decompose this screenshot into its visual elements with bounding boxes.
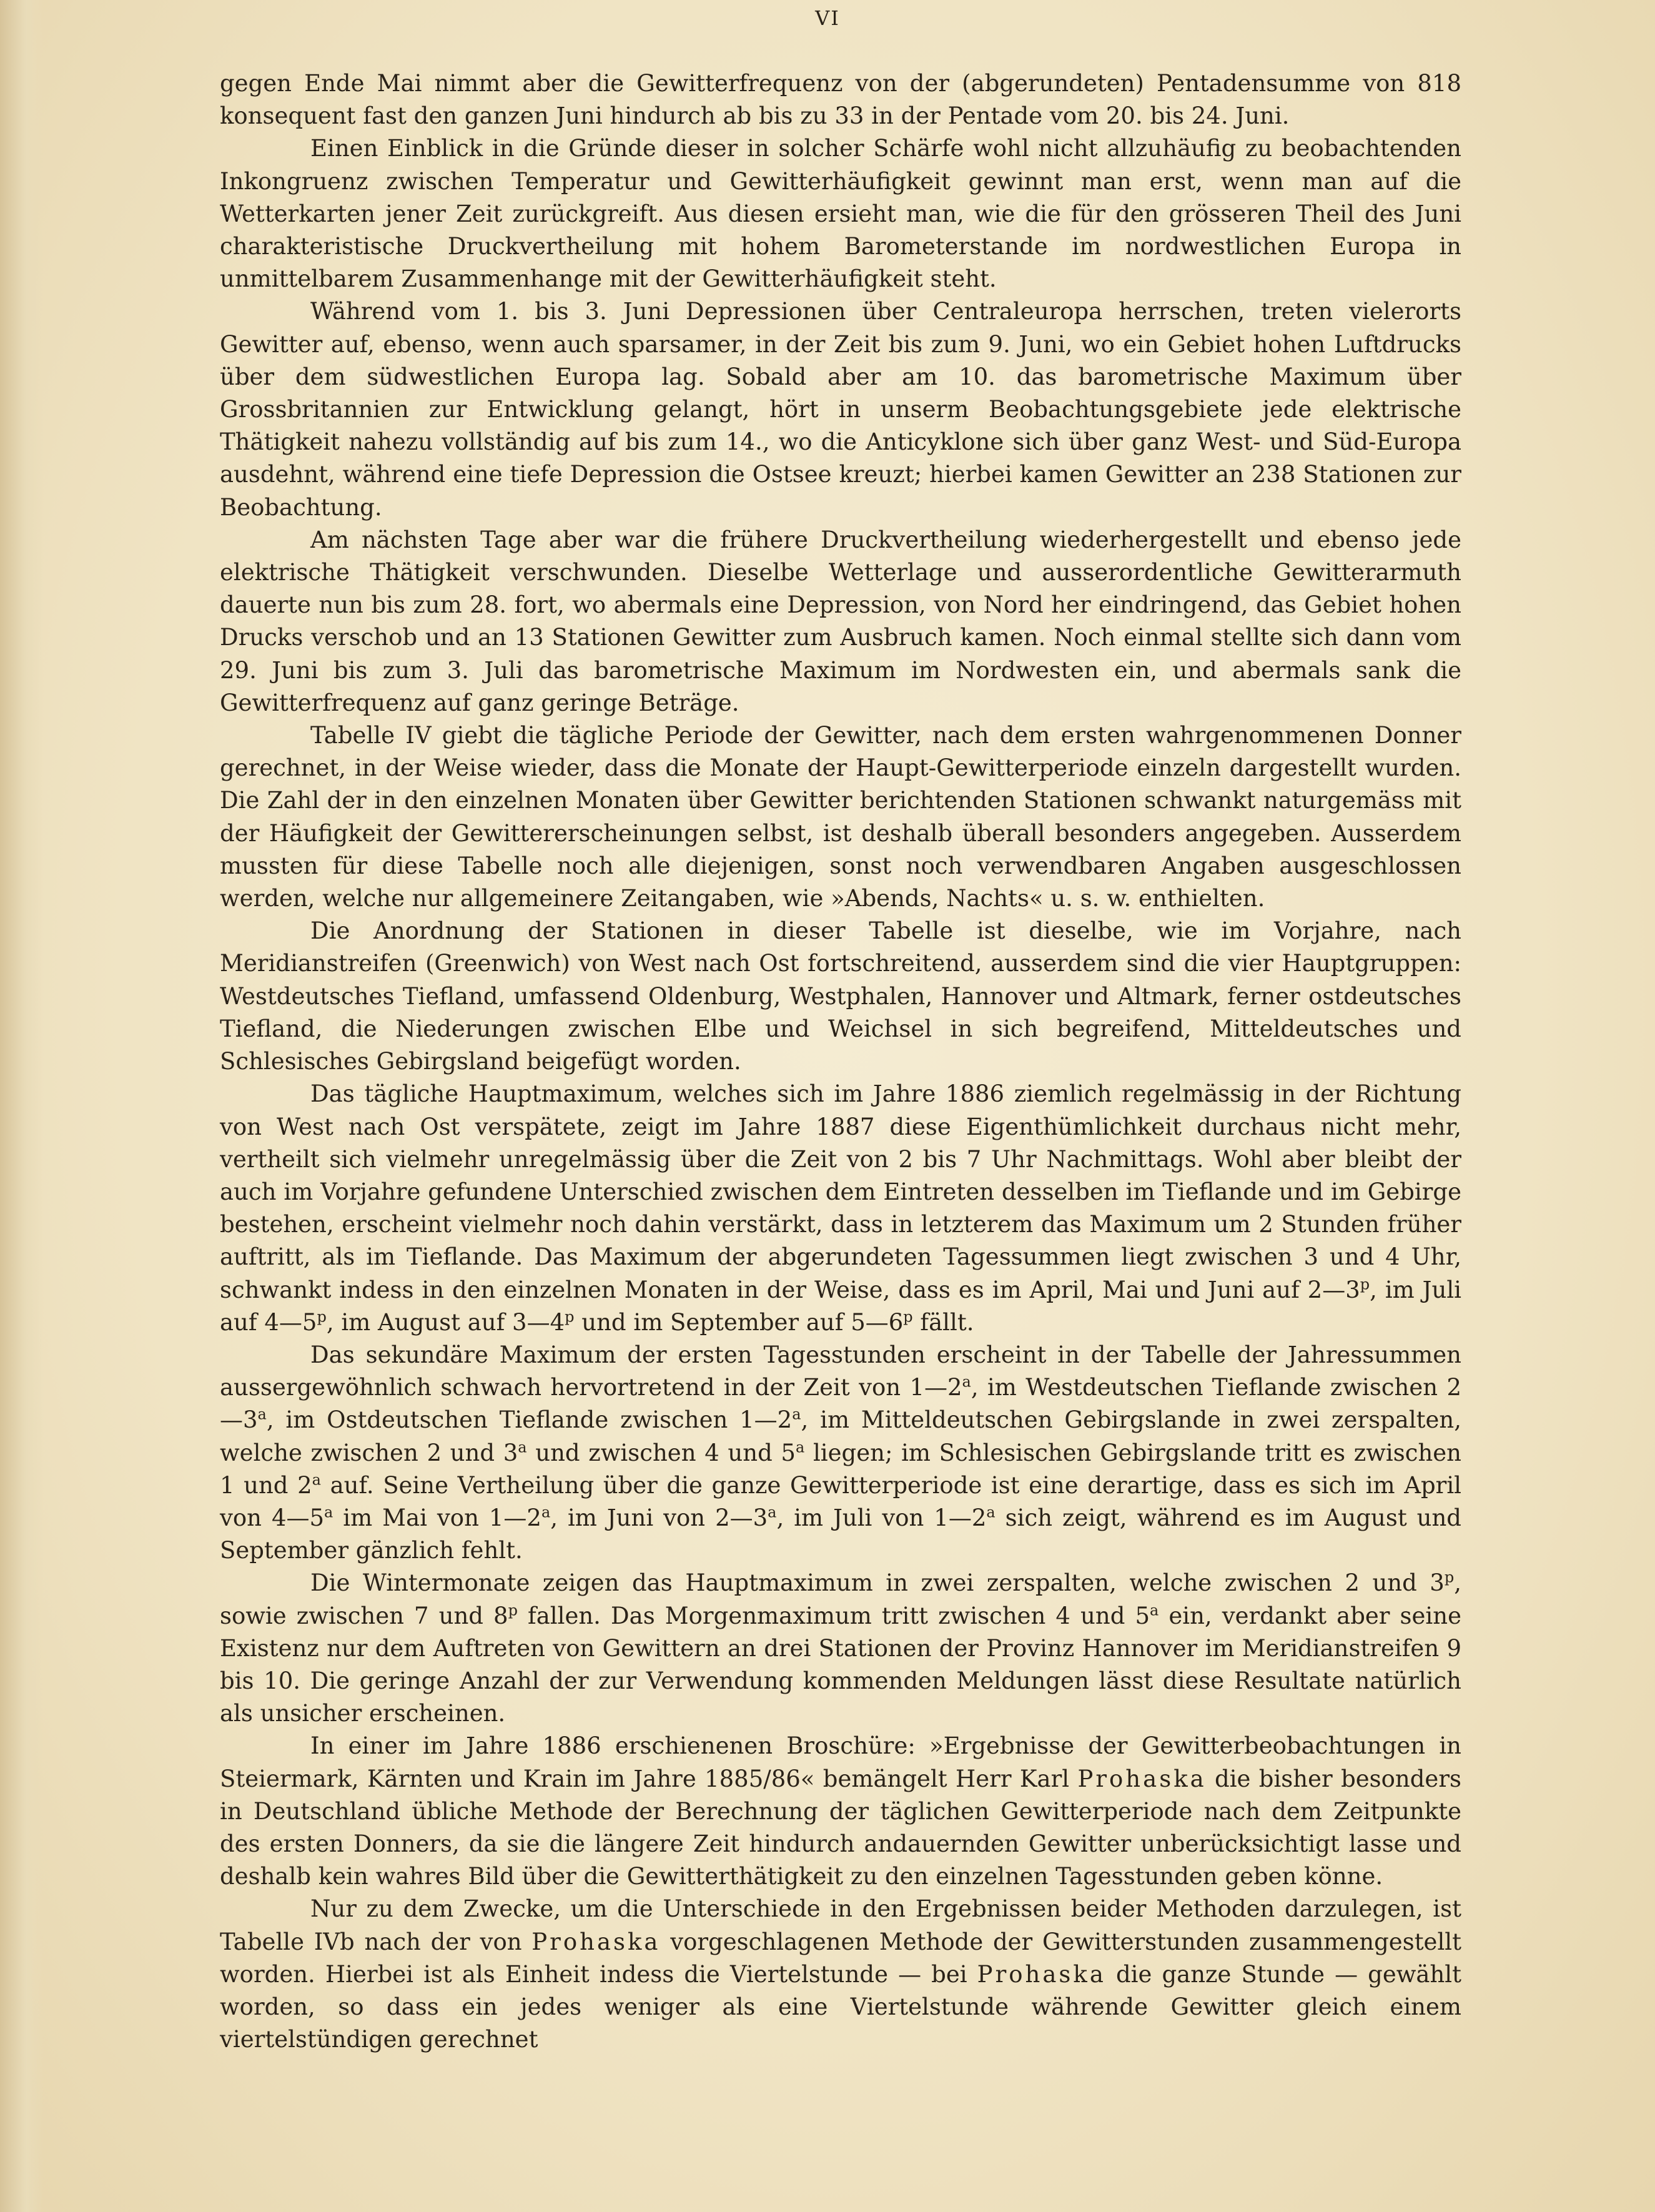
paragraph-8 — [220, 1339, 1461, 1567]
paragraph-9-text-1: Die Wintermonate zeigen das Hauptmaximum in zwei zerspalten, welche zwischen 2 und 3 — [310, 1569, 1445, 1597]
page-binding-edge — [0, 0, 44, 2212]
paragraph-8-text-2: , im Westdeutschen Tieflande zwischen 2—3 — [220, 1374, 1461, 1434]
superscript: p — [317, 1308, 327, 1326]
superscript: p — [1360, 1275, 1370, 1293]
superscript: a — [768, 1503, 777, 1521]
paragraph-8-text-6: liegen; im Schlesischen Gebirgslande tritt es zwischen 1 und 2 — [220, 1439, 1462, 1499]
paragraph-1: gegen Ende Mai nimmt aber die Gewitterfrequenz von der (abgerundeten) Pentadensumme von 818 konsequent fast den ganzen Juni hindurch ab bis zu 33 in der Pentade vom 20. bis 24. Juni. — [220, 70, 1461, 130]
paragraph-8-text-10: , im Juli von 1—2 — [776, 1504, 987, 1531]
superscript: p — [565, 1308, 575, 1326]
paragraph-11-text-1: Nur zu dem Zwecke, um die Unterschiede in den Ergebnissen beider Methoden darzulegen, ist Tabelle IVb nach der von — [220, 1895, 1461, 1955]
paragraph-9-text-2: , sowie zwischen 7 und 8 — [220, 1569, 1461, 1629]
paragraph-8-text-3: , im Ostdeutschen Tieflande zwischen 1—2 — [266, 1406, 793, 1434]
author-name: Prohaska — [531, 1928, 661, 1955]
paragraph-11 — [220, 1893, 1461, 2056]
paragraph-7-text-5: fällt. — [912, 1308, 974, 1336]
superscript: p — [903, 1308, 913, 1326]
paragraph-8-text-7: auf. Seine Vertheilung über die ganze Gewitterperiode ist eine derartige, dass es sich im April von 4—5 — [220, 1471, 1462, 1531]
paragraph-7-text-4: und im September auf 5—6 — [574, 1308, 904, 1336]
superscript: a — [324, 1503, 333, 1521]
paragraph-7-text-1: Das tägliche Hauptmaximum, welches sich im Jahre 1886 ziemlich regelmässig in der Richtung von West nach Ost verspätete, zeigt im Jahre 1887 diese Eigenthümlichkeit durchaus nicht mehr, vertheilt sich vielmehr unregelmässig über die Zeit von 2 bis 7 Uhr Nachmittags. Wohl aber bleibt der auch im Vorjahre gefundene Unterschied zwischen dem Eintreten desselben im Tieflande und im Gebirge bestehen, erscheint vielmehr noch dahin verstärkt, dass in letzterem das Maximum um 2 Stunden früher auftritt, als im Tieflande. Das Maximum der abgerundeten Tagessummen liegt zwischen 3 und 4 Uhr, schwankt indess in den einzelnen Monaten in der Weise, dass es im April, Mai und Juni auf 2—3 — [220, 1080, 1461, 1303]
paragraph-11-text-3: die ganze Stunde — gewählt worden, so dass ein jedes weniger als eine Viertelstunde währende Gewitter gleich einem viertelstündigen gerechnet — [220, 1960, 1461, 2053]
paragraph-7 — [220, 1078, 1461, 1339]
paragraph-8-text-11: sich zeigt, während es im August und September gänzlich fehlt. — [220, 1504, 1461, 1564]
superscript: p — [1444, 1569, 1455, 1587]
paragraph-7-text-2: , im Juli auf 4—5 — [220, 1276, 1461, 1336]
superscript: a — [257, 1406, 267, 1423]
paragraph-6: Die Anordnung der Stationen in dieser Tabelle ist dieselbe, wie im Vorjahre, nach Meridianstreifen (Greenwich) von West nach Ost fortschreitend, ausserdem sind die vier Hauptgruppen: Westdeutsches Tiefland, umfassend Oldenburg, Westphalen, Hannover und Altmark, ferner ostdeutsches Tiefland, die Niederungen zwischen Elbe und Weichsel in sich begreifend, Mitteldeutsches und Schlesisches Gebirgsland beigefügt worden. — [220, 917, 1461, 1075]
paragraph-11-text-2: vorgeschlagenen Methode der Gewitterstunden zusammengestellt worden. Hierbei ist als Einheit indess die Viertelstunde — bei — [220, 1928, 1461, 1988]
superscript: a — [792, 1406, 801, 1423]
paragraph-10-text-2: die bisher besonders in Deutschland übliche Methode der Berechnung der täglichen Gewitterperiode nach dem Zeitpunkte des ersten Donners, da sie die längere Zeit hindurch andauernden Gewitter unberücksichtigt lasse und deshalb kein wahres Bild über die Gewitterthätigkeit zu den einzelnen Tagesstunden geben könne. — [220, 1765, 1461, 1890]
author-name: Prohaska — [977, 1960, 1106, 1988]
paragraph-3: Während vom 1. bis 3. Juni Depressionen über Centraleuropa herrschen, treten vielerorts Gewitter auf, ebenso, wenn auch sparsamer, in der Zeit bis zum 9. Juni, wo ein Gebiet hohen Luftdrucks über dem südwestlichen Europa lag. Sobald aber am 10. das barometrische Maximum über Grossbritannien zur Entwicklung gelangt, hört in unserm Beobachtungsgebiete jede elektrische Thätigkeit nahezu vollständig auf bis zum 14., wo die Anticyklone sich über ganz West- und Süd-Europa ausdehnt, während eine tiefe Depression die Ostsee kreuzt; hierbei kamen Gewitter an 238 Stationen zur Beobachtung. — [220, 298, 1461, 521]
page-number: VI — [815, 6, 840, 30]
paragraph-9-text-4: ein, verdankt aber seine Existenz nur dem Auftreten von Gewittern an drei Stationen der Provinz Hannover im Meridianstreifen 9 bis 10. Die geringe Anzahl der zur Verwendung kommenden Meldungen lässt diese Resultate natürlich als unsicher erscheinen. — [220, 1602, 1461, 1727]
paragraph-7-text-3: , im August auf 3—4 — [326, 1308, 565, 1336]
superscript: a — [1149, 1601, 1159, 1619]
superscript: a — [986, 1503, 995, 1521]
paragraph-10-text-1: In einer im Jahre 1886 erschienenen Broschüre: »Ergebnisse der Gewitterbeobachtungen in Steiermark, Kärnten und Krain im Jahre 1885/86« bemängelt Herr Karl — [220, 1732, 1461, 1792]
paragraph-2: Einen Einblick in die Gründe dieser in solcher Schärfe wohl nicht allzuhäufig zu beobachtenden Inkongruenz zwischen Temperatur und Gewitterhäufigkeit gewinnt man erst, wenn man auf die Wetterkarten jener Zeit zurückgreift. Aus diesen ersieht man, wie die für den grösseren Theil des Juni charakteristische Druckvertheilung mit hohem Barometerstande im nordwestlichen Europa in unmittelbarem Zusammenhange mit der Gewitterhäufigkeit steht. — [220, 135, 1461, 293]
superscript: p — [508, 1601, 518, 1619]
superscript: a — [518, 1438, 527, 1456]
paragraph-4: Am nächsten Tage aber war die frühere Druckvertheilung wiederhergestellt und ebenso jede elektrische Thätigkeit verschwunden. Dieselbe Wetterlage und ausserordentliche Gewitterarmuth dauerte nun bis zum 28. fort, wo abermals eine Depression, von Nord her eindringend, das Gebiet hohen Drucks verschob und an 13 Stationen Gewitter zum Ausbruch kamen. Noch einmal stellte sich dann vom 29. Juni bis zum 3. Juli das barometrische Maximum im Nordwesten ein, und abermals sank die Gewitterfrequenz auf ganz geringe Beträge. — [220, 526, 1461, 716]
superscript: a — [312, 1471, 321, 1489]
paragraph-8-text-5: und zwischen 4 und 5 — [526, 1439, 796, 1466]
paragraph-8-text-9: , im Juni von 2—3 — [550, 1504, 768, 1531]
superscript: a — [795, 1438, 805, 1456]
paragraph-8-text-4: , im Mitteldeutschen Gebirgslande in zwei zerspalten, welche zwischen 2 und 3 — [220, 1406, 1462, 1466]
paragraph-5: Tabelle IV giebt die tägliche Periode der Gewitter, nach dem ersten wahrgenommenen Donner gerechnet, in der Weise wieder, dass die Monate der Haupt-Gewitterperiode einzeln dargestellt wurden. Die Zahl der in den einzelnen Monaten über Gewitter berichtenden Stationen schwankt naturgemäss mit der Häufigkeit der Gewittererscheinungen selbst, ist deshalb überall besonders angegeben. Ausserdem mussten für diese Tabelle noch alle diejenigen, sonst noch verwendbaren Angaben ausgeschlossen werden, welche nur allgemeinere Zeitangaben, wie »Abends, Nachts« u. s. w. enthielten. — [220, 722, 1461, 912]
paragraph-9 — [220, 1567, 1461, 1730]
superscript: a — [962, 1373, 971, 1391]
body-text — [220, 67, 1461, 2056]
paragraph-8-text-1: Das sekundäre Maximum der ersten Tagesstunden erscheint in der Tabelle der Jahressummen aussergewöhnlich schwach hervortretend in der Zeit von 1—2 — [220, 1341, 1461, 1401]
superscript: a — [541, 1503, 551, 1521]
paragraph-8-text-8: im Mai von 1—2 — [333, 1504, 541, 1531]
author-name: Prohaska — [1077, 1765, 1207, 1792]
paragraph-10 — [220, 1730, 1461, 1893]
paragraph-9-text-3: fallen. Das Morgenmaximum tritt zwischen 4 und 5 — [517, 1602, 1150, 1629]
